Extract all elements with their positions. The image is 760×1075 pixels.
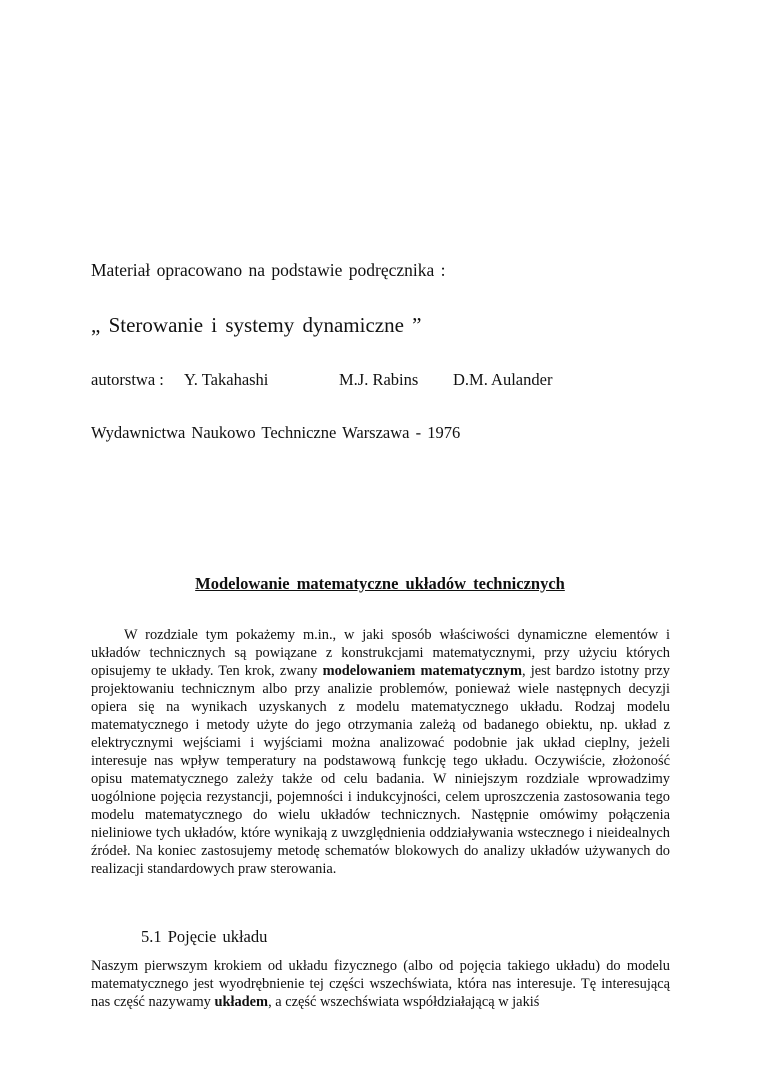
authors-label: autorstwa :: [91, 370, 164, 389]
chapter-body: [91, 626, 670, 878]
reference-intro: Materiał opracowano na podstawie podręcznika :: [91, 260, 446, 280]
bold-term: modelowaniem matematycznym: [322, 663, 522, 679]
author-3: D.M. Aulander: [453, 370, 553, 389]
bold-term: układem: [214, 994, 269, 1010]
chapter-title: Modelowanie matematyczne układów technicznych: [195, 574, 565, 593]
paragraph-text: W rozdziale tym pokażemy m.in., w jaki sposób właściwości dynamiczne elementów i układów technicznych są powiązane z konstrukcjami matematycznymi, przy użyciu których opisujemy te układy. Ten krok, zwany: [91, 627, 670, 679]
publisher-line: Wydawnictwa Naukowo Techniczne Warszawa - 1976: [91, 423, 461, 442]
section-paragraph: [91, 957, 670, 1011]
paragraph-text: , a część wszechświata współdziałającą w jakiś: [268, 994, 540, 1010]
section-heading: 5.1 Pojęcie układu: [141, 927, 268, 946]
chapter-paragraph: [91, 626, 670, 878]
author-2: M.J. Rabins: [339, 370, 419, 389]
paragraph-text: , jest bardzo istotny przy projektowaniu technicznym albo przy analizie problemów, ponieważ wiele następnych decyzji opiera się na wynikach uzyskanych z modelu matematycznego układu. Rodzaj modelu matematycznego i metody użyte do jego otrzymania zależą od badanego obiektu, np. układ z elektrycznymi wejściami i wyjściami można analizować podobnie jak układ cieplny, jeżeli interesuje nas wpływ temperatury na podstawową funkcję tego układu. Oczywiście, złożoność opisu matematycznego zależy także od celu badania. W niniejszym rozdziale wprowadzimy uogólnione pojęcia rezystancji, pojemności i indukcyjności, celem uproszczenia zastosowania tego modelu matematycznego do wielu układów technicznych. Następnie omówimy połączenia nieliniowe tych układów, które wynikają z uwzględnienia oddziaływania wstecznego i nieidealnych źródeł. Na koniec zastosujemy metodę schematów blokowych do analizy układów używanych do realizacji standardowych praw sterowania.: [91, 663, 670, 877]
author-1: Y. Takahashi: [184, 370, 269, 389]
paragraph-text: Naszym pierwszym krokiem od układu fizycznego (albo od pojęcia takiego układu) do modelu matematycznego jest wyodrębnienie tej części wszechświata, która nas interesuje. Tę interesującą nas część nazywamy: [91, 958, 670, 1010]
book-title: „ Sterowanie i systemy dynamiczne ”: [91, 313, 422, 337]
section-body: [91, 957, 670, 1011]
